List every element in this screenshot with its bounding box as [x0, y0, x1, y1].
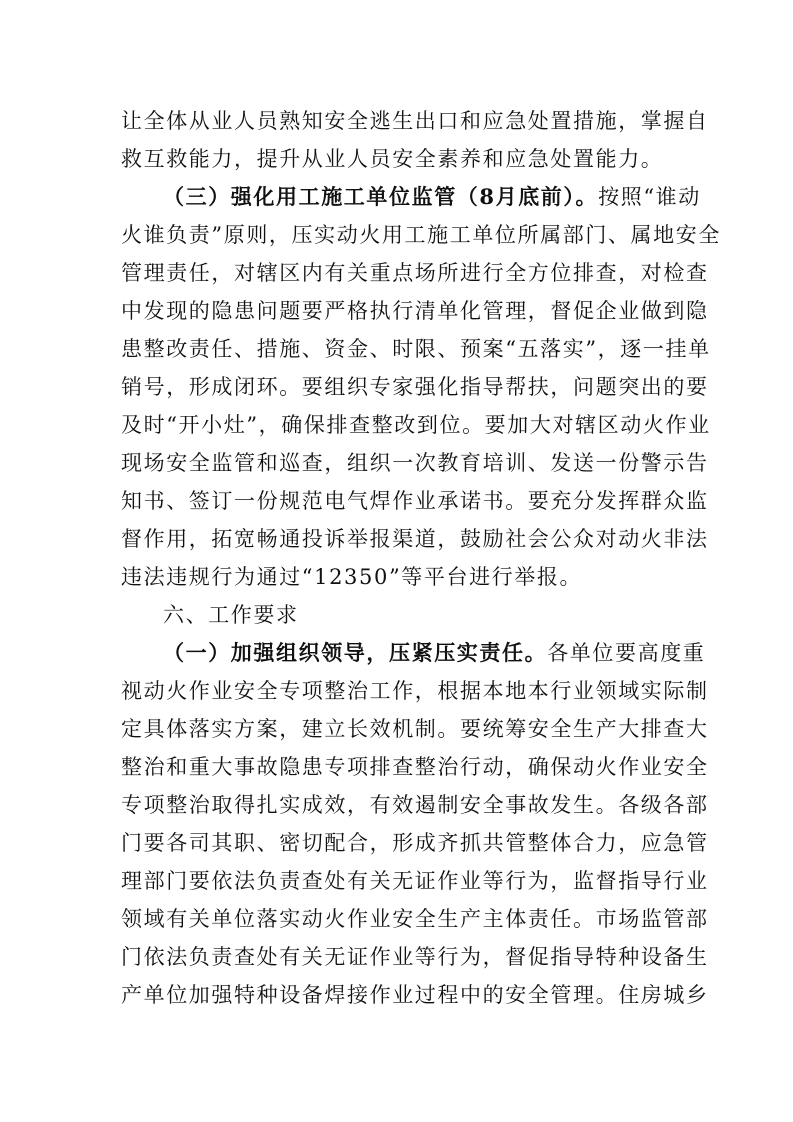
text-line: 领域有关单位落实动火作业安全生产主体责任。市场监管部: [121, 907, 709, 931]
text-line: 救互救能力，提升从业人员安全素养和应急处置能力。: [121, 147, 664, 171]
text-line: 理部门要依法负责查处有关无证作业等行为，监督指导行业: [121, 869, 709, 893]
text-line: 及时“开小灶”，确保排查整改到位。要加大对辖区动火作业: [121, 413, 711, 437]
text-line: 患整改责任、措施、资金、时限、预案“五落实”，逐一挂单: [121, 337, 711, 361]
text-line: 火谁负责”原则，压实动火用工施工单位所属部门、属地安全: [121, 223, 721, 247]
text-line: 定具体落实方案，建立长效机制。要统筹安全生产大排查大: [121, 717, 709, 741]
text-line: 门依法负责查处有关无证作业等行为，督促指导特种设备生: [121, 945, 709, 969]
text-line: 销号，形成闭环。要组织专家强化指导帮扶，问题突出的要: [121, 375, 709, 399]
text-line: 视动火作业安全专项整治工作，根据本地本行业领域实际制: [121, 679, 709, 703]
text-line: 管理责任，对辖区内有关重点场所进行全方位排查，对检查: [121, 261, 709, 285]
text-line: 专项整治取得扎实成效，有效遏制安全事故发生。各级各部: [121, 793, 709, 817]
text-line: 现场安全监管和巡查，组织一次教育培训、发送一份警示告: [121, 451, 709, 475]
text-run: 各单位要高度重: [547, 641, 706, 665]
section-heading-line: [163, 634, 706, 672]
text-line: 督作用，拓宽畅通投诉举报渠道，鼓励社会公众对动火非法: [121, 527, 709, 551]
text-line: 中发现的隐患问题要严格执行清单化管理，督促企业做到隐: [121, 299, 709, 323]
chapter-heading: 六、工作要求: [163, 603, 299, 627]
text-run: 按照“谁动: [598, 185, 701, 209]
text-line: 知书、签订一份规范电气焊作业承诺书。要充分发挥群众监: [121, 489, 709, 513]
section-heading: （三）强化用工施工单位监管（8月底前）。: [163, 184, 599, 209]
text-line: 违法违规行为通过“12350”等平台进行举报。: [121, 565, 583, 589]
text-line: 门要各司其职、密切配合，形成齐抓共管整体合力，应急管: [121, 831, 709, 855]
text-line: 产单位加强特种设备焊接作业过程中的安全管理。住房城乡: [121, 983, 709, 1007]
section-heading: （一）加强组织领导，压紧压实责任。: [163, 640, 548, 665]
text-line: 整治和重大事故隐患专项排查整治行动，确保动火作业安全: [121, 755, 709, 779]
text-line: 让全体从业人员熟知安全逃生出口和应急处置措施，掌握自: [121, 109, 709, 133]
section-heading-line: [163, 178, 701, 216]
